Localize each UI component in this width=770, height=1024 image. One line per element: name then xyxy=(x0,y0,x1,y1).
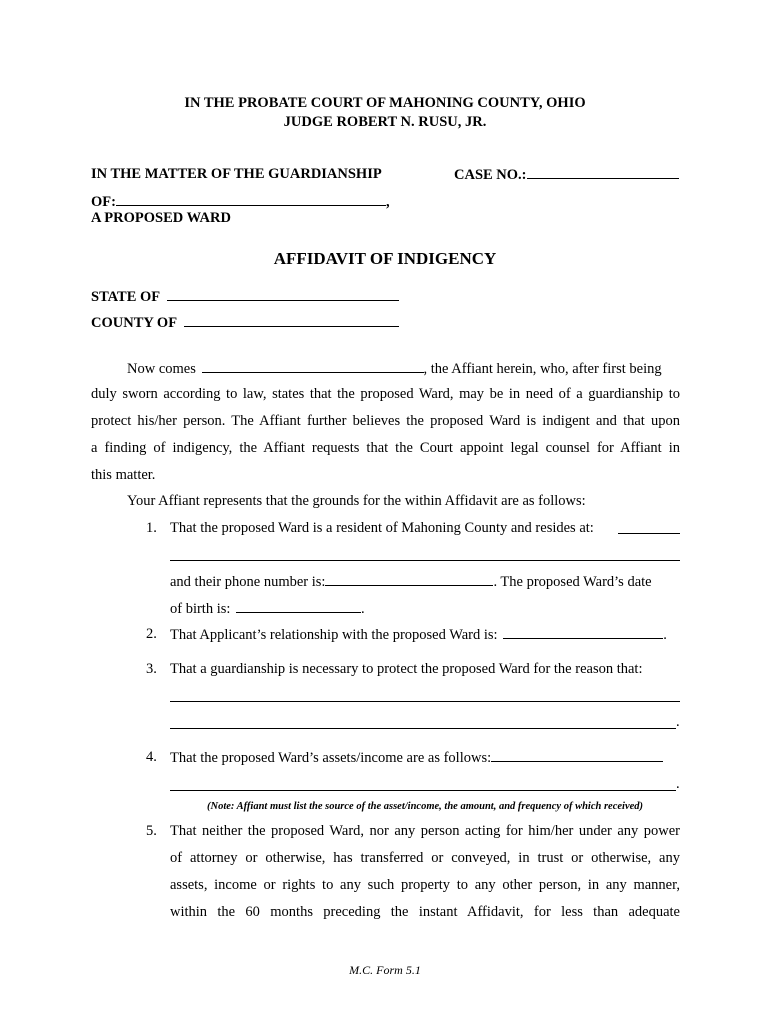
item-number: 5. xyxy=(146,823,157,839)
proposed-ward-label: A PROPOSED WARD xyxy=(91,210,231,226)
ward-name-blank[interactable] xyxy=(116,193,386,206)
matter-label: IN THE MATTER OF THE GUARDIANSHIP xyxy=(91,166,382,182)
form-number: M.C. Form 5.1 xyxy=(349,963,421,977)
county-label: COUNTY OF xyxy=(91,315,177,331)
of-label: OF: xyxy=(91,194,116,210)
state-blank[interactable] xyxy=(167,288,399,301)
assets-text: That the proposed Ward’s assets/income are as follows: xyxy=(170,750,492,766)
item5-line: assets, income or rights to any such property to any other person, in any manner, xyxy=(170,877,680,893)
affiant-herein-text: , the Affiant herein, who, after first being xyxy=(423,361,662,377)
ward-name-field[interactable] xyxy=(91,193,390,211)
case-no-label: CASE NO.: xyxy=(454,167,527,183)
dob-blank[interactable] xyxy=(236,600,361,613)
item2-relationship xyxy=(170,626,667,644)
paragraph-line: protect his/her person. The Affiant further believes the proposed Ward is indigent and that upon xyxy=(91,413,680,429)
case-no-blank[interactable] xyxy=(527,166,679,179)
item-number: 1. xyxy=(146,520,157,536)
relationship-text: That Applicant’s relationship with the proposed Ward is: xyxy=(170,627,498,643)
dob-label: of birth is: xyxy=(170,601,231,617)
state-label: STATE OF xyxy=(91,289,160,305)
paragraph-line: duly sworn according to law, states that the proposed Ward, may be in need of a guardianship to xyxy=(91,386,680,402)
assets-blank-line[interactable] xyxy=(170,790,676,791)
item1-residence-text: That the proposed Ward is a resident of Mahoning County and resides at: xyxy=(170,520,594,536)
phone-label: and their phone number is: xyxy=(170,574,326,590)
relationship-period: . xyxy=(663,627,667,643)
residence-blank-line[interactable] xyxy=(170,560,680,561)
item3-reason-text: That a guardianship is necessary to protect the proposed Ward for the reason that: xyxy=(170,661,643,677)
court-heading: IN THE PROBATE COURT OF MAHONING COUNTY, OHIO xyxy=(184,95,586,111)
relationship-blank[interactable] xyxy=(503,626,663,639)
dob-period: . xyxy=(361,601,365,617)
item5-line: of attorney or otherwise, has transferred or conveyed, in trust or otherwise, any xyxy=(170,850,680,866)
judge-heading: JUDGE ROBERT N. RUSU, JR. xyxy=(283,114,487,130)
state-field[interactable] xyxy=(91,288,399,306)
item-number: 4. xyxy=(146,749,157,765)
document-title: AFFIDAVIT OF INDIGENCY xyxy=(273,249,497,268)
item5-line: within the 60 months preceding the instant Affidavit, for less than adequate xyxy=(170,904,680,920)
paragraph-line: a finding of indigency, the Affiant requests that the Court appoint legal counsel for Affiant in xyxy=(91,440,680,456)
dob-field xyxy=(170,600,365,618)
affiant-name-blank[interactable] xyxy=(202,360,424,373)
reason-blank-line[interactable] xyxy=(170,728,676,729)
phone-blank[interactable] xyxy=(325,573,493,586)
item-number: 2. xyxy=(146,626,157,642)
affiant-line xyxy=(127,360,680,378)
dob-tail-text: . The proposed Ward’s date xyxy=(493,574,652,590)
case-no-field[interactable] xyxy=(454,166,679,184)
item5-line: That neither the proposed Ward, nor any person acting for him/her under any power xyxy=(170,823,680,839)
of-comma: , xyxy=(385,194,390,210)
item4-assets xyxy=(170,749,663,767)
phone-field xyxy=(170,573,652,591)
assets-note: (Note: Affiant must list the source of the asset/income, the amount, and frequency of which received) xyxy=(206,801,644,812)
item-number: 3. xyxy=(146,661,157,677)
reason-blank-line[interactable] xyxy=(170,701,680,702)
assets-blank[interactable] xyxy=(491,749,663,762)
paragraph-line: this matter. xyxy=(91,467,156,483)
county-field[interactable] xyxy=(91,314,399,332)
residence-blank[interactable] xyxy=(618,533,680,534)
reason-period: . xyxy=(676,714,680,730)
assets-period: . xyxy=(676,776,680,792)
county-blank[interactable] xyxy=(184,314,399,327)
grounds-intro: Your Affiant represents that the grounds for the within Affidavit are as follows: xyxy=(127,493,586,509)
now-comes-text: Now comes xyxy=(127,361,196,377)
